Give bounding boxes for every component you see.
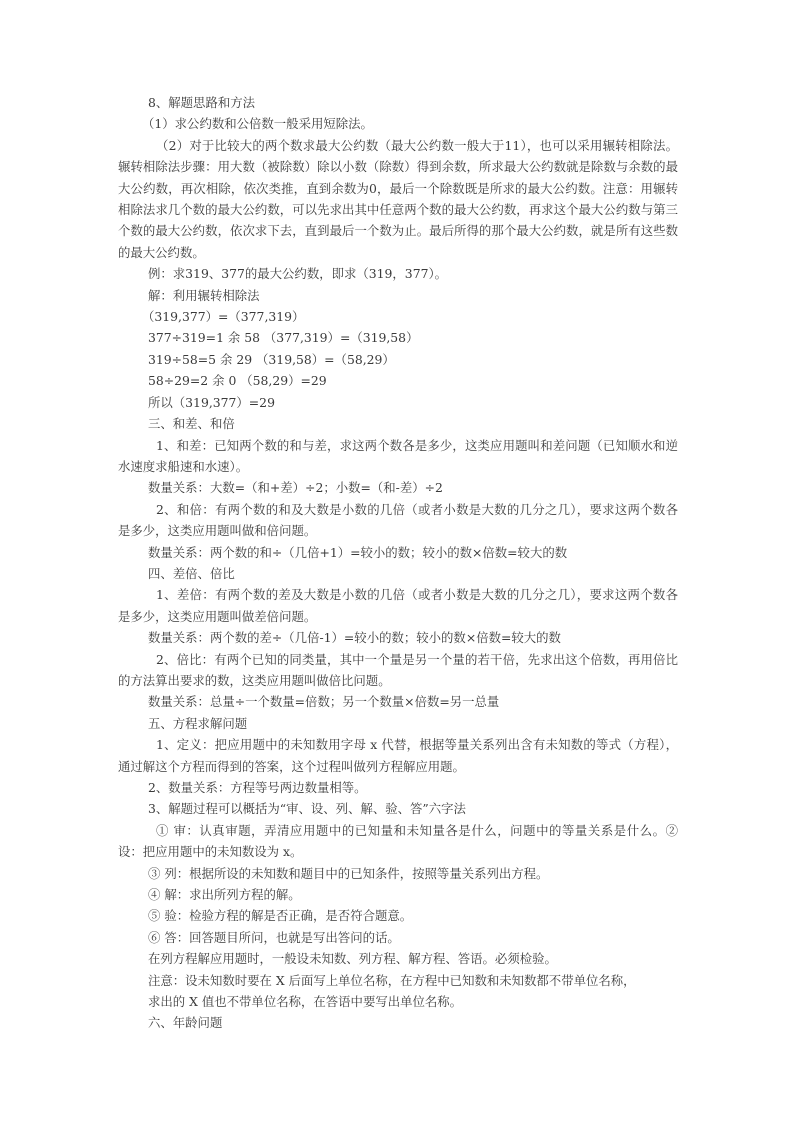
paragraph-chabei: 1、差倍：有两个数的差及大数是小数的几倍（或者小数是大数的几分之几），要求这两个数各是多少，这类应用题叫做差倍问题。 [118, 587, 678, 624]
step-yan: ⑤ 验：检验方程的解是否正确，是否符合题意。 [148, 908, 413, 924]
formula-hebei: 数量关系：两个数的和÷（几倍+1）=较小的数；较小的数×倍数=较大的数 [148, 544, 568, 560]
formula-beibi: 数量关系：总量÷一个数量=倍数；另一个数量×倍数=另一总量 [148, 694, 500, 710]
paragraph-definition: 1、定义：把应用题中的未知数用字母 x 代替，根据等量关系列出含有未知数的等式（方程），通过解这个方程而得到的答案，这个过程叫做列方程解应用题。 [118, 737, 678, 774]
paragraph-beibi: 2、倍比：有两个已知的同类量，其中一个量是另一个量的若干倍，先求出这个倍数，再用倍比的方法算出要求的数，这类应用题叫做倍比问题。 [118, 651, 678, 688]
paragraph-process: 3、解题过程可以概括为“审、设、列、解、验、答”六字法 [148, 801, 466, 817]
paragraph-hecha: 1、和差：已知两个数的和与差，求这两个数各是多少，这类应用题叫和差问题（已知顺水和逆水速度求船速和水速）。 [118, 437, 678, 474]
example-step-1: （319,377）=（377,319） [142, 309, 305, 325]
example-step-2: 377÷319=1 余 58 （377,319）=（319,58） [148, 330, 419, 346]
section-heading-4: 四、差倍、倍比 [148, 565, 235, 581]
section-heading-3: 三、和差、和倍 [148, 416, 235, 432]
step-shen-she: ① 审：认真审题，弄清应用题中的已知量和未知量各是什么，问题中的等量关系是什么。② 设：把应用题中的未知数设为 x。 [118, 822, 678, 860]
paragraph-method-1: （1）求公约数和公倍数一般采用短除法。 [142, 116, 373, 132]
example-solution-heading: 解：利用辗转相除法 [148, 287, 260, 303]
paragraph-summary: 在列方程解应用题时，一般设未知数、列方程、解方程、答语。必须检验。 [148, 951, 557, 967]
section-heading-5: 五、方程求解问题 [148, 715, 248, 731]
document-body [118, 92, 678, 1034]
paragraph-note-1: 注意：设未知数时要在 X 后面写上单位名称，在方程中已知数和未知数都不带单位名称， [148, 972, 636, 988]
step-jie: ④ 解：求出所列方程的解。 [148, 887, 301, 903]
formula-chabei: 数量关系：两个数的差÷（几倍-1）=较小的数；较小的数×倍数=较大的数 [148, 630, 561, 646]
step-da: ⑥ 答：回答题目所问，也就是写出答问的话。 [148, 929, 400, 945]
example-step-3: 319÷58=5 余 29 （319,58）=（58,29） [148, 351, 395, 367]
example-step-4: 58÷29=2 余 0 （58,29）=29 [148, 373, 327, 389]
section-heading-8: 8、解题思路和方法 [148, 95, 256, 110]
paragraph-method-2: （2）对于比较大的两个数求最大公约数（最大公约数一般大于11），也可以采用辗转相除法。辗转相除法步骤：用大数（被除数）除以小数（除数）得到余数，所求最大公约数就是除数与余数的最大公约数，再次相除，依次类推，直到余数为0，最后一个除数既是所求的最大公约数。注意：用辗转相除法求几个数的最大公约数，可以先求出其中任意两个数的最大公约数，再求这个最大公约数与第三个数的最大公约数，依次求下去，直到最后一个数为止。最后所得的那个最大公约数，就是所有这些数的最大公约数。 [118, 137, 678, 260]
paragraph-note-2: 求出的 X 值也不带单位名称，在答语中要写出单位名称。 [148, 994, 463, 1010]
paragraph-hebei: 2、和倍：有两个数的和及大数是小数的几倍（或者小数是大数的几分之几），要求这两个数各是多少，这类应用题叫做和倍问题。 [118, 501, 678, 539]
example-question: 例：求319、377的最大公约数，即求（319，377）。 [148, 266, 448, 282]
formula-hecha: 数量关系：大数=（和+差）÷2；小数=（和-差）÷2 [148, 480, 443, 496]
step-lie: ③ 列：根据所设的未知数和题目中的已知条件，按照等量关系列出方程。 [148, 865, 549, 881]
section-heading-6: 六、年龄问题 [148, 1015, 223, 1031]
example-answer: 所以（319,377）=29 [148, 394, 275, 410]
paragraph-quantity-relation: 2、数量关系：方程等号两边数量相等。 [148, 780, 367, 795]
